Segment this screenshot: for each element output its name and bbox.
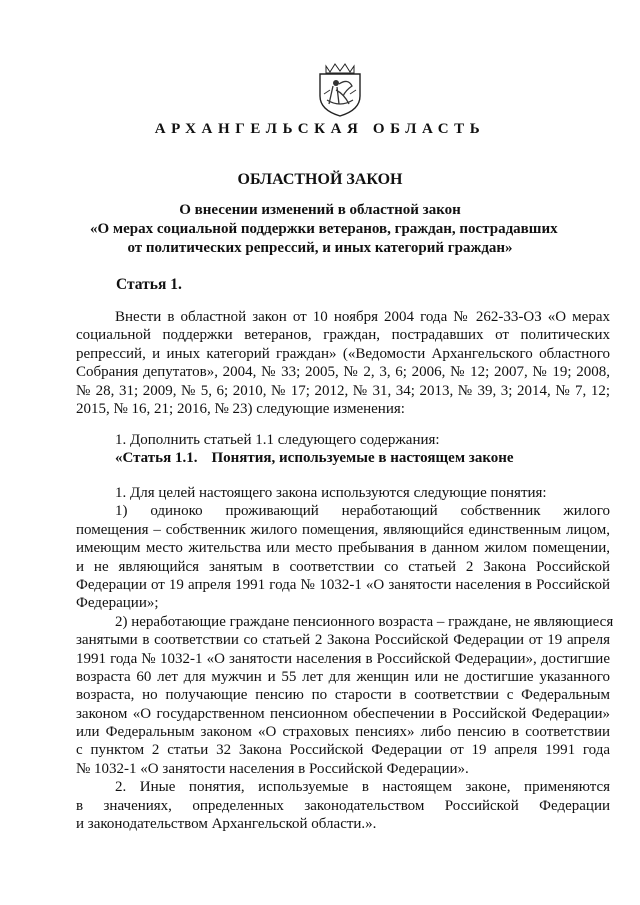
text-line: № 1032-1 «О занятости населения в Российской Федерации». xyxy=(76,760,469,777)
text-line: 2) неработающие граждане пенсионного возраста – граждане, не являющиеся xyxy=(115,613,614,630)
law-type-heading: ОБЛАСТНОЙ ЗАКОН xyxy=(237,171,403,188)
text-line: репрессий, и иных категорий граждан» («Ведомости Архангельского областного xyxy=(76,345,610,362)
new-article-heading xyxy=(76,449,610,467)
text-line: возраста, но получающие пенсию по старости в соответствии с Федеральным xyxy=(76,687,610,704)
law-title-line: О внесении изменений в областной закон xyxy=(179,202,461,218)
text-line: помещения – собственник жилого помещения, являющийся единственным лицом, xyxy=(76,521,610,538)
text-line: или Федеральным законом «О страховых пенсиях» либо пенсию в соответствии xyxy=(76,724,610,741)
coat-of-arms-icon xyxy=(316,60,364,118)
new-article-title: Понятия, используемые в настоящем законе xyxy=(211,450,514,467)
text-line: занятыми в соответствии со статьей 2 Закона Российской Федерации от 19 апреля xyxy=(76,632,610,649)
definitions-section xyxy=(76,484,614,833)
word: неработающий xyxy=(341,503,438,520)
text-line: в значениях, определенных законодательством Российской Федерации xyxy=(76,797,610,814)
amendment-item xyxy=(76,431,610,468)
text-line: имеющим место жительства или место пребывания в данном жилом помещении, xyxy=(76,540,610,557)
text-line: Федерации»; xyxy=(76,595,159,612)
new-article-number: «Статья 1.1. xyxy=(115,450,198,467)
word: 1) xyxy=(115,503,128,520)
law-title-line: от политических репрессий, и иных категорий граждан» xyxy=(127,240,513,256)
text-line: 1991 года № 1032-1 «О занятости населения в Российской Федерации», достигшие xyxy=(76,650,610,667)
law-title-line: «О мерах социальной поддержки ветеранов, граждан, пострадавших xyxy=(90,221,558,237)
text-line: Внести в областной закон от 10 ноября 2004 года № 262-33-ОЗ «О мерах xyxy=(115,309,610,325)
region-name: АРХАНГЕЛЬСКАЯ ОБЛАСТЬ xyxy=(154,121,486,137)
text-line: и не являющийся занятым в соответствии со статьей 2 Закона Российской xyxy=(76,558,610,575)
definition-1-first-line xyxy=(76,502,610,520)
text-line: 1. Для целей настоящего закона используются следующие понятия: xyxy=(115,485,547,501)
text-line: и законодательством Архангельской области.». xyxy=(76,816,377,833)
text-line: социальной поддержки ветеранов, граждан, пострадавших от политических xyxy=(76,327,610,344)
article-heading: Статья 1. xyxy=(116,276,182,293)
text-line: № 28, 31; 2009, № 5, 6; 2010, № 17; 2012, № 31, 34; 2013, № 39, 3; 2014, № 7, 12; xyxy=(76,382,610,399)
law-title xyxy=(90,201,558,258)
text-line: с пунктом 2 статьи 32 Закона Российской Федерации от 19 апреля 1991 года xyxy=(76,742,610,759)
article-intro xyxy=(76,308,610,418)
word: одиноко xyxy=(150,503,203,520)
text-line: законом «О государственном пенсионном обеспечении в Российской Федерации» xyxy=(76,705,610,722)
text-line: Федерации от 19 апреля 1991 года № 1032-1 «О занятости населения в Российской xyxy=(76,576,610,593)
text-line: 2. Иные понятия, используемые в настоящем законе, применяются xyxy=(115,779,610,796)
word: собственник xyxy=(460,503,541,520)
text-line: 1. Дополнить статьей 1.1 следующего содержания: xyxy=(115,432,440,448)
text-line: возраста 60 лет для мужчин и 55 лет для женщин или не достигшие указанного xyxy=(76,668,610,685)
word: жилого xyxy=(563,503,610,520)
word: проживающий xyxy=(225,503,319,520)
text-line: Собрания депутатов», 2004, № 33; 2005, № 2, 3, 6; 2006, № 12; 2007, № 19; 2008, xyxy=(76,364,610,381)
text-line: 2015, № 16, 21; 2016, № 23) следующие изменения: xyxy=(76,400,405,417)
